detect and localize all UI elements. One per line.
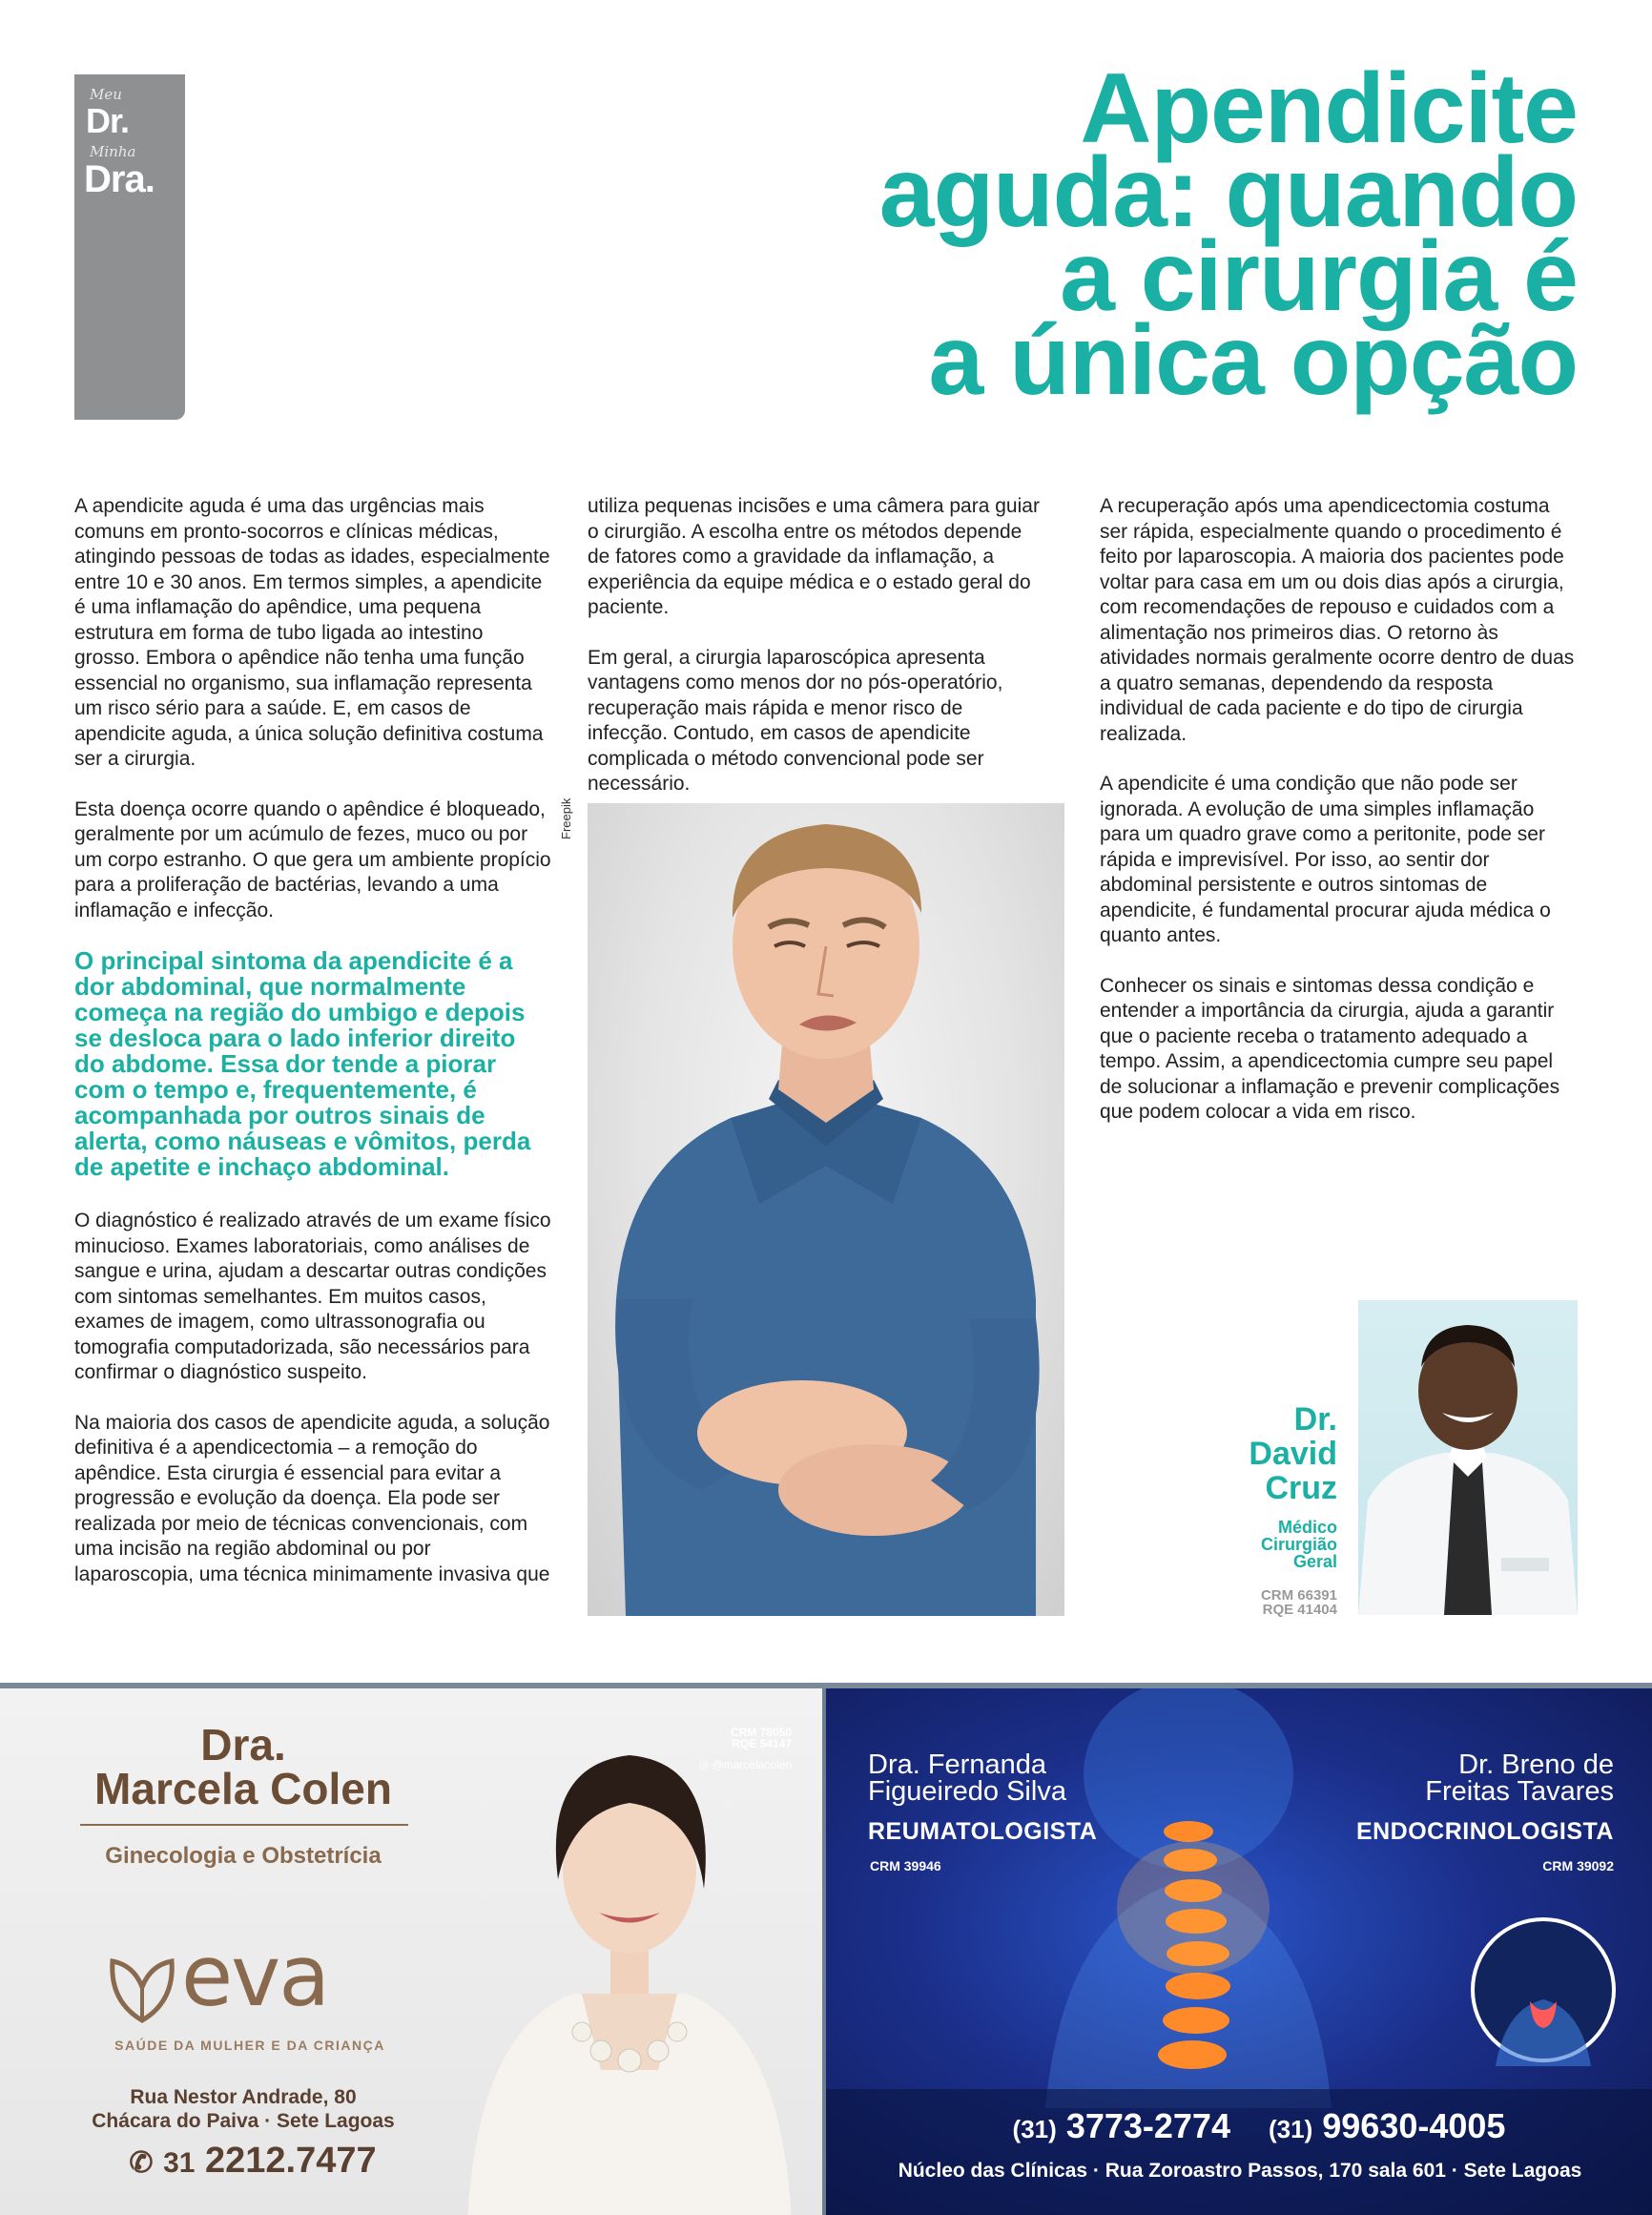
- paragraph: utiliza pequenas incisões e uma câmera para guiar o cirurgião. A escolha entre os métodos depende de fatores como a gravidade da inflamação, a experiência da equipe médica e o estado geral do paciente.: [588, 495, 1040, 618]
- clinic-address: Núcleo das Clínicas · Rua Zoroastro Passos, 170 sala 601 · Sete Lagoas: [898, 2160, 1582, 2182]
- crm: CRM 78050: [730, 1726, 792, 1739]
- paragraph: O diagnóstico é realizado através de um exame físico minucioso. Exames laboratoriais, como análises de sangue e urina, ajudam a descartar outras condições com sintomas semelhantes. Em muitos casos, exames de imagem, como ultrassonografia ou tomografia computadorizada, são necessários para confirmar o diagnóstico suspeito.: [74, 1210, 551, 1383]
- phone-ddd: 31: [163, 2147, 196, 2179]
- address-line: Rua Nestor Andrade, 80: [130, 2086, 357, 2108]
- doctor-breno-name: [1425, 1751, 1614, 1805]
- whatsapp-icon: ✆: [129, 2147, 154, 2179]
- ad-divider-line: [80, 1824, 408, 1826]
- name-line: Dr. Breno de: [1458, 1749, 1614, 1780]
- ad-address: [57, 2085, 429, 2133]
- ad-doctor-title: Dra.: [200, 1720, 286, 1770]
- phone-number: 3773-2774: [1065, 2106, 1230, 2145]
- doctor-registration: [1261, 1588, 1337, 1617]
- title-line: a cirurgia é: [1060, 221, 1578, 332]
- paragraph: Esta doença ocorre quando o apêndice é bloqueado, geralmente por um acúmulo de fezes, muco ou por um corpo estranho. O que gera um ambiente propício para a proliferação de bactérias, levando a uma inflamação e infecção.: [74, 797, 551, 921]
- address-line: Chácara do Paiva · Sete Lagoas: [92, 2110, 395, 2132]
- doctor-breno-crm: CRM 39092: [1542, 1858, 1614, 1873]
- role-line: Geral: [1292, 1552, 1337, 1571]
- man-illustration: [588, 803, 1064, 1616]
- doctor-fernanda-name: [868, 1751, 1066, 1805]
- instagram-text: @marcelacolen: [712, 1758, 792, 1771]
- role-line: Cirurgião: [1260, 1535, 1337, 1554]
- title-line: a única opção: [928, 305, 1578, 416]
- doctor-first-name: David: [1249, 1436, 1337, 1472]
- instagram-icon: ◎: [698, 1758, 710, 1771]
- paragraph: A apendicite é uma condição que não pode ser ignorada. A evolução de uma simples inflamação para um quadro grave como a peritonite, pode ser rápida e imprevisível. Por isso, ao sentir dor abdominal persistente e outros sintomas de apendicite, é fundamental procurar ajuda médica o quanto antes.: [1100, 773, 1551, 946]
- phone-number: 99630-4005: [1322, 2106, 1506, 2145]
- eva-brand: eva: [181, 1927, 329, 2025]
- doctor-breno-specialty: ENDOCRINOLOGISTA: [1355, 1818, 1614, 1845]
- paragraph: Conhecer os sinais e sintomas dessa condição e entender a importância da cirurgia, ajuda a garantir que o paciente receba o tratamento adequado a tempo. Assim, a apendicectomia cumpre seu papel de solucionar a inflamação e prevenir complicações que podem colocar a vida em risco.: [1100, 974, 1560, 1123]
- eva-tagline: SAÚDE DA MULHER E DA CRIANÇA: [114, 2038, 385, 2053]
- ad-marcela-colen: [0, 1688, 826, 2215]
- paragraph: Em geral, a cirurgia laparoscópica apresenta vantagens como menos dor no pós-operatório, recuperação mais rápida e menor risco de infecção. Contudo, em casos de apendicite complicada o método convencional pode ser necessário.: [588, 646, 1003, 795]
- pull-quote: O principal sintoma da apendicite é a dor abdominal, que normalmente começa na região do umbigo e depois se desloca para o lado inferior direito do abdome. Essa dor tende a piorar com o tempo e, frequentemente, é acompanhada por outros sinais de alerta, como náuseas e vômitos, perda de apetite e inchaço abdominal.: [74, 946, 531, 1181]
- name-line: Figueiredo Silva: [868, 1776, 1066, 1807]
- logo-script-minha: Minha: [90, 143, 136, 160]
- role-line: Médico: [1277, 1518, 1337, 1537]
- logo-dr: Dr.: [86, 101, 130, 140]
- ad-crm: [687, 1727, 792, 1749]
- name-line: Dra. Fernanda: [868, 1749, 1046, 1780]
- phone-ddd: (31): [1012, 2115, 1057, 2143]
- logo-dra: Dra.: [84, 158, 155, 200]
- ad-phone[interactable]: [95, 2141, 410, 2182]
- title-line: aguda: quando: [878, 137, 1578, 248]
- paragraph: A recuperação após uma apendicectomia costuma ser rápida, especialmente quando o procedimento é feito por laparoscopia. A maioria dos pacientes pode voltar para casa em um ou dois dias após a cirurgia, com recomendações de repouso e cuidados com a alimentação nos primeiros dias. O retorno às atividades normais geralmente ocorre dentro de duas a quatro semanas, dependendo da resposta individual de cada paciente e do tipo de cirurgia realizada.: [1100, 495, 1575, 745]
- doctor-fernanda-crm: CRM 39946: [870, 1858, 941, 1873]
- doctor-role: [1261, 1519, 1337, 1570]
- rqe: RQE 54147: [732, 1737, 792, 1750]
- article-column-1: [74, 494, 551, 1612]
- photo-credit: Freepik: [559, 797, 573, 839]
- eva-leaf-logo-icon: [105, 1944, 179, 2026]
- article-column-3: [1100, 494, 1577, 1150]
- doctor-woman-illustration: [439, 1708, 820, 2215]
- article-photo-man-abdominal-pain: [588, 803, 1064, 1616]
- phone-ddd: (31): [1269, 2115, 1313, 2143]
- ad-specialty: Ginecologia e Obstetrícia: [105, 1843, 382, 1869]
- doctor-fernanda-specialty: REUMATOLOGISTA: [868, 1818, 1098, 1845]
- ad-doctor-name: [76, 1720, 410, 1813]
- magazine-logo: [74, 74, 185, 420]
- doctor-rqe: RQE 41404: [1262, 1602, 1337, 1618]
- name-line: Freitas Tavares: [1425, 1776, 1614, 1807]
- paragraph: Na maioria dos casos de apendicite aguda, a solução definitiva é a apendicectomia – a remoção do apêndice. Esta cirurgia é essencial para evitar a progressão e evolução da doença. Ela pode ser realizada por meio de técnicas convencionais, com uma incisão na região abdominal ou por laparoscopia, uma técnica minimamente invasiva que: [74, 1411, 550, 1585]
- article-column-2: [588, 494, 1045, 822]
- article-title: [719, 53, 1578, 416]
- title-line: Apendicite: [1080, 53, 1578, 164]
- doctor-last-name: Cruz: [1265, 1470, 1337, 1506]
- doctor-name: [1249, 1402, 1337, 1505]
- doctor-portrait: [1358, 1300, 1578, 1615]
- doctor-title: Dr.: [1293, 1401, 1337, 1438]
- paragraph: A apendicite aguda é uma das urgências mais comuns em pronto-socorros e clínicas médicas, atingindo pessoas de todas as idades, especialmente entre 10 e 30 anos. Em termos simples, a apendicite é uma inflamação do apêndice, uma pequena estrutura em forma de tubo ligada ao intestino grosso. Embora o apêndice não tenha uma função essencial no organismo, sua inflamação representa um risco sério para a saúde. E, em casos de apendicite aguda, a única solução definitiva costuma ser a cirurgia.: [74, 495, 550, 770]
- logo-script-meu: Meu: [90, 86, 122, 103]
- clinic-phones[interactable]: [963, 2106, 1555, 2146]
- doctor-crm: CRM 66391: [1260, 1587, 1337, 1604]
- instagram-handle[interactable]: [668, 1758, 792, 1771]
- ad-doctor-fullname: Marcela Colen: [94, 1764, 392, 1813]
- phone-number: 2212.7477: [205, 2141, 377, 2181]
- doctor-illustration: [1358, 1300, 1578, 1615]
- thyroid-inset-icon: [1467, 1914, 1620, 2066]
